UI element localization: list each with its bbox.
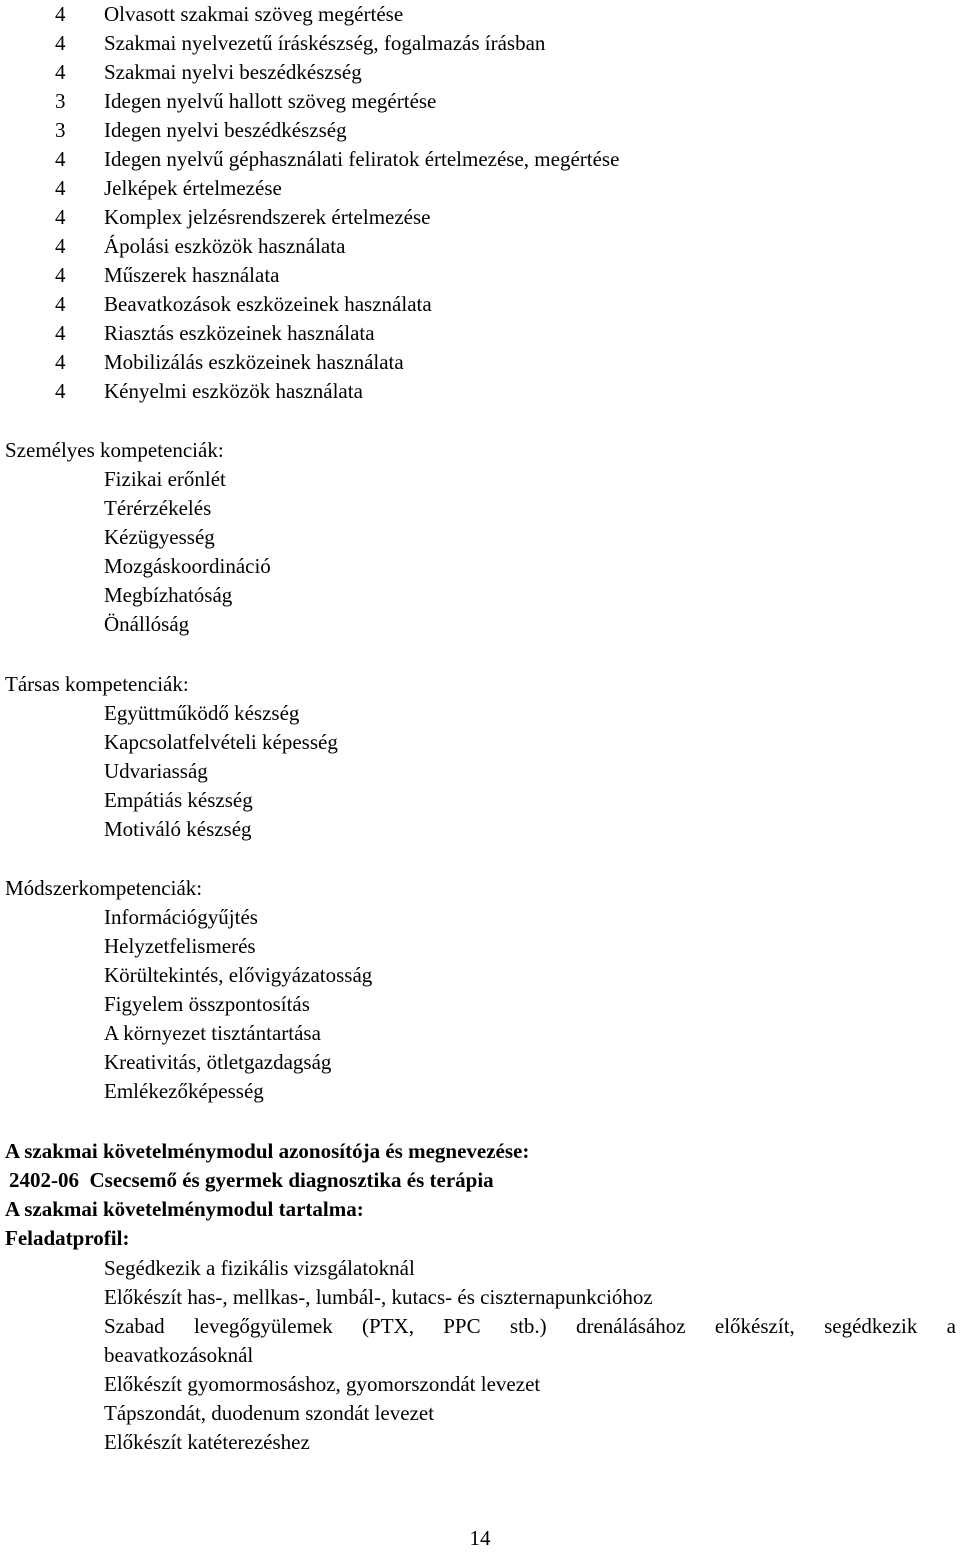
page-number: 14 [469, 1526, 491, 1550]
document-page: 4 Olvasott szakmai szöveg megértése 4 Szakmai nyelvezetű íráskészség, fogalmazás írásban 4 Szakmai nyelvi beszédkészség 3 Idegen nyelvű hallott szöveg megértése 3 Idegen nyelvi beszédkészség 4 Idegen nyelvű géphasználati feliratok értelmezése, megértése 4 Jelképek értelmezése 4 Komplex jelzésrendszerek értelmezése 4 Ápolási eszközök használata 4 Műszerek használata 4 Beavatkozások eszközeinek használata 4 Riasztás eszközeinek használata 4 Mobilizálás eszközeinek használata 4 Kényelmi eszközök használata Személyes kompetenciák: Fizikai erőnlét Térérzékelés Kézügyesség Mozgáskoordináció Megbízhatóság Önállóság Társas kompetenciák: Együttműködő készség Kapcsolatfelvételi képesség Udvariasság Empátiás készség Motiváló készség Módszerkompetenciák: Információgyűjtés Helyzetfelismerés Körültekintés, elővigyázatosság Figyelem összpontosítás A környezet tisztántartása Kreativitás, ötletgazdagság Emlékezőképesség A szakmai követelménymodul azonosítója és megnevezése: 2402-06 Csecsemő és gyermek diagnosztika és terápia A szakmai követelménymodul tartalma: Feladatprofil: Segédkezik a fizikális vizsgálatoknál Előkészít has-, mellkas-, lumbál-, kutacs- és ciszternapunkcióhoz Szabad levegőgyülemek (PTX, PPC stb.) drenálásához előkészít, segédkezik a beavatkozásoknál Előkészít gyomormosáshoz, gyomorszondát levezet Tápszondát, duodenum szondát levezet Előkészít katéterezéshez 14 [0, 0, 960, 1550]
level-number: 4 [55, 60, 66, 84]
level-number: 3 [55, 118, 66, 142]
list-item-text: Beavatkozások eszközeinek használata [104, 292, 432, 316]
list-item-text: Ápolási eszközök használata [104, 234, 346, 258]
level-number: 4 [55, 350, 66, 374]
level-number: 4 [55, 292, 66, 316]
level-number: 4 [55, 147, 66, 171]
level-number: 4 [55, 31, 66, 55]
list-item-text: Olvasott szakmai szöveg megértése [104, 2, 404, 26]
level-number: 4 [55, 263, 66, 287]
level-number: 4 [55, 205, 66, 229]
task-item: Szabad levegőgyülemek (PTX, PPC stb.) drenálásához előkészít, segédkezik a [104, 1314, 956, 1338]
level-number: 4 [55, 379, 66, 403]
list-item-text: Idegen nyelvi beszédkészség [104, 118, 347, 142]
list-item-text: Riasztás eszközeinek használata [104, 321, 375, 345]
list-item-text: Szakmai nyelvezetű íráskészség, fogalmazás írásban [104, 31, 546, 55]
list-item-text: Idegen nyelvű hallott szöveg megértése [104, 89, 437, 113]
level-number: 3 [55, 89, 66, 113]
level-number: 4 [55, 234, 66, 258]
level-number: 4 [55, 176, 66, 200]
level-number: 4 [55, 2, 66, 26]
list-item-text: Kényelmi eszközök használata [104, 379, 363, 403]
list-item-text: Jelképek értelmezése [104, 176, 282, 200]
list-item-text: Idegen nyelvű géphasználati feliratok értelmezése, megértése [104, 147, 620, 171]
list-item-text: Mobilizálás eszközeinek használata [104, 350, 404, 374]
list-item-text: Szakmai nyelvi beszédkészség [104, 60, 362, 84]
list-item-text: Komplex jelzésrendszerek értelmezése [104, 205, 431, 229]
list-item-text: Műszerek használata [104, 263, 280, 287]
level-number: 4 [55, 321, 66, 345]
